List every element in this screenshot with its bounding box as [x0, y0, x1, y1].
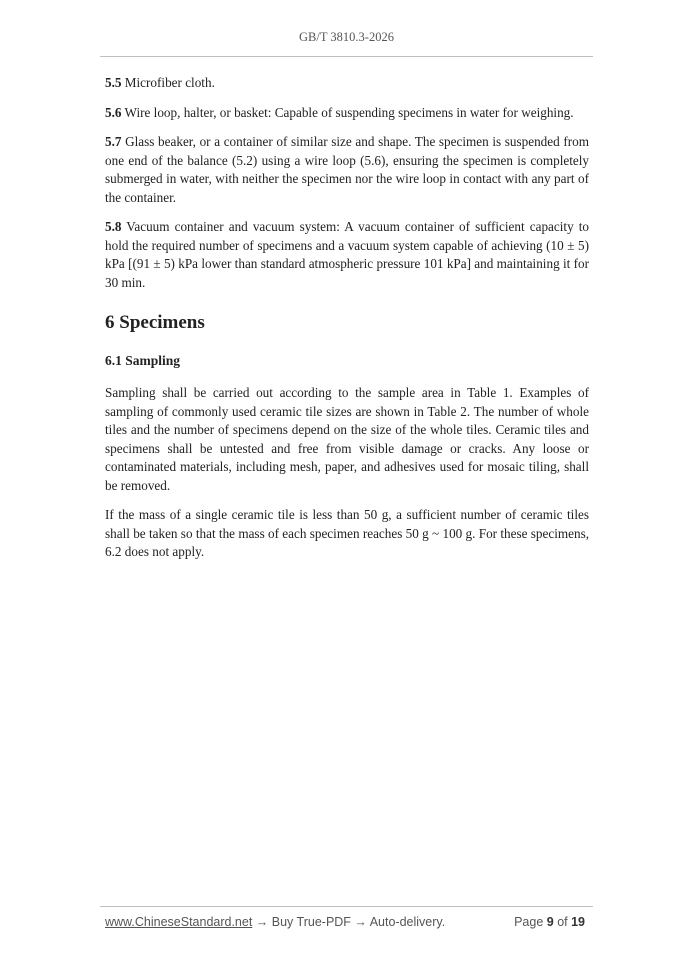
clause-5-8	[105, 218, 589, 292]
clause-5-6	[105, 104, 589, 123]
page-indicator	[514, 915, 585, 929]
clause-number: 5.6	[105, 104, 122, 120]
clause-text: Glass beaker, or a container of similar size and shape. The specimen is suspended from one end of the balance (5.2) using a wire loop (5.6), ensuring the specimen is completely submerged in water, with neither the specimen nor the wire loop in contact with any part of the container.	[105, 134, 589, 205]
clause-text: Wire loop, halter, or basket: Capable of suspending specimens in water for weighing.	[121, 104, 574, 120]
document-id: GB/T 3810.3-2026	[299, 30, 394, 44]
sampling-paragraph-1: Sampling shall be carried out according to the sample area in Table 1. Examples of sampling of commonly used ceramic tile sizes are shown in Table 2. The number of whole tiles and the number of specimens depend on the size of the whole tiles. Ceramic tiles and specimens shall be untested and free from visible damage or cracks. Any loose or contaminated materials, including mesh, paper, and adhesives used for mosaic tiling, shall be removed.	[105, 385, 589, 493]
footer-tagline: → Buy True-PDF → Auto-delivery.	[252, 915, 446, 929]
footer-divider	[100, 906, 593, 907]
page-header	[100, 30, 593, 45]
clause-number: 5.7	[105, 134, 122, 149]
header-divider	[100, 56, 593, 57]
current-page-number: 9	[546, 915, 554, 929]
clause-text: Microfiber cloth.	[121, 75, 215, 90]
sampling-paragraph-2: If the mass of a single ceramic tile is less than 50 g, a sufficient number of ceramic tiles shall be taken so that the mass of each specimen reaches 50 g ~ 100 g. For these specimens, 6.2 does not apply.	[105, 507, 589, 559]
footer-promo	[105, 915, 445, 929]
clause-5-5	[105, 74, 589, 93]
clause-number: 5.8	[105, 219, 122, 234]
page-content	[105, 74, 589, 573]
of-label: of	[553, 915, 572, 929]
total-pages-number: 19	[571, 915, 585, 929]
clause-text: Vacuum container and vacuum system: A vacuum container of sufficient capacity to hold the required number of specimens and a vacuum system capable of achieving (10 ± 5) kPa [(91 ± 5) kPa lower than standard atmospheric pressure 101 kPa] and maintaining it for 30 min.	[105, 219, 589, 290]
website-link[interactable]: www.ChineseStandard.net	[105, 915, 253, 929]
clause-5-7	[105, 133, 589, 207]
subsection-heading-sampling: 6.1 Sampling	[105, 353, 181, 368]
clause-number: 5.5	[105, 75, 122, 90]
section-heading-specimens: 6 Specimens	[105, 312, 205, 333]
page-label: Page	[514, 915, 547, 929]
